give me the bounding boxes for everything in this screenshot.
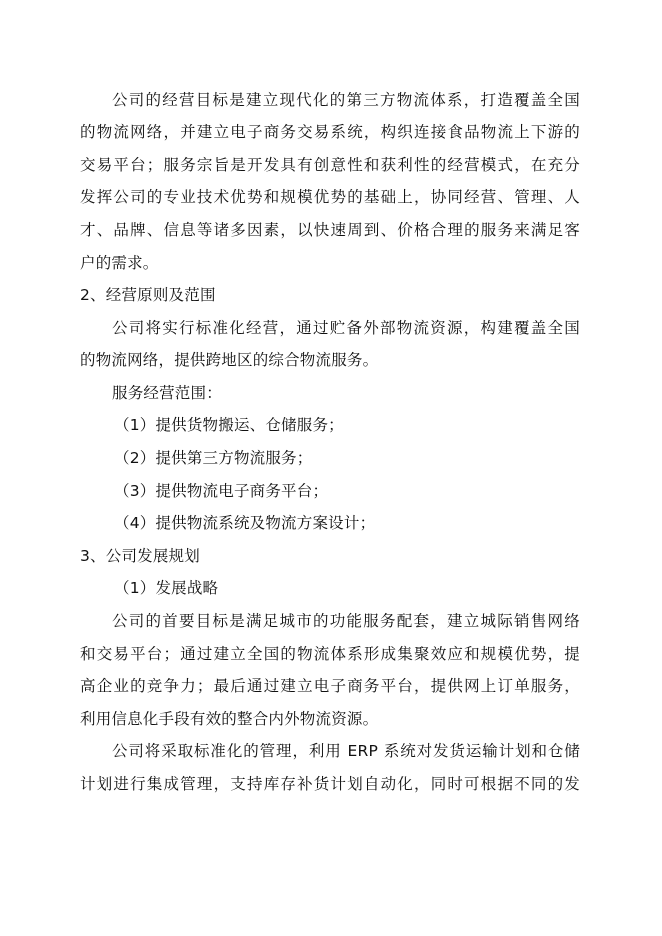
intro-line: 户的需求。 [80,254,159,272]
section3-para-line: 和交易平台；通过建立全国的物流体系形成集聚效应和规模优势，提 [80,645,580,663]
sub-heading: （1）发展战略 [114,579,219,597]
section3-para-line: 利用信息化手段有效的整合内外物流资源。 [80,710,379,728]
section3-para-line: 公司将采取标准化的管理，利用 ERP 系统对发货运输计划和仓储 [112,742,580,760]
scope-item: （3）提供物流电子商务平台； [114,482,329,500]
intro-line: 公司的经营目标是建立现代化的第三方物流体系，打造覆盖全国 [112,91,580,109]
section3-para-line: 公司的首要目标是满足城市的功能服务配套，建立城际销售网络 [112,612,580,630]
scope-item: （1）提供货物搬运、仓储服务； [114,416,344,434]
scope-label: 服务经营范围： [112,384,222,402]
scope-item: （4）提供物流系统及物流方案设计； [114,514,376,532]
intro-line: 交易平台；服务宗旨是开发具有创意性和获利性的经营模式，在充分 [80,156,580,174]
intro-line: 发挥公司的专业技术优势和规模优势的基础上，协同经营、管理、人 [80,188,580,206]
section3-para-line: 计划进行集成管理，支持库存补货计划自动化，同时可根据不同的发 [80,775,580,793]
section-heading: 3、公司发展规划 [80,547,200,565]
section-heading: 2、经营原则及范围 [80,286,216,304]
section2-para-line: 的物流网络，提供跨地区的综合物流服务。 [80,351,379,369]
scope-item: （2）提供第三方物流服务； [114,449,313,467]
intro-line: 才、品牌、信息等诸多因素，以快速周到、价格合理的服务来满足客 [80,221,580,239]
intro-line: 的物流网络，并建立电子商务交易系统，构织连接食品物流上下游的 [80,123,580,141]
section2-para-line: 公司将实行标准化经营，通过贮备外部物流资源，构建覆盖全国 [112,319,580,337]
section3-para-line: 高企业的竞争力；最后通过建立电子商务平台，提供网上订单服务， [80,677,580,695]
